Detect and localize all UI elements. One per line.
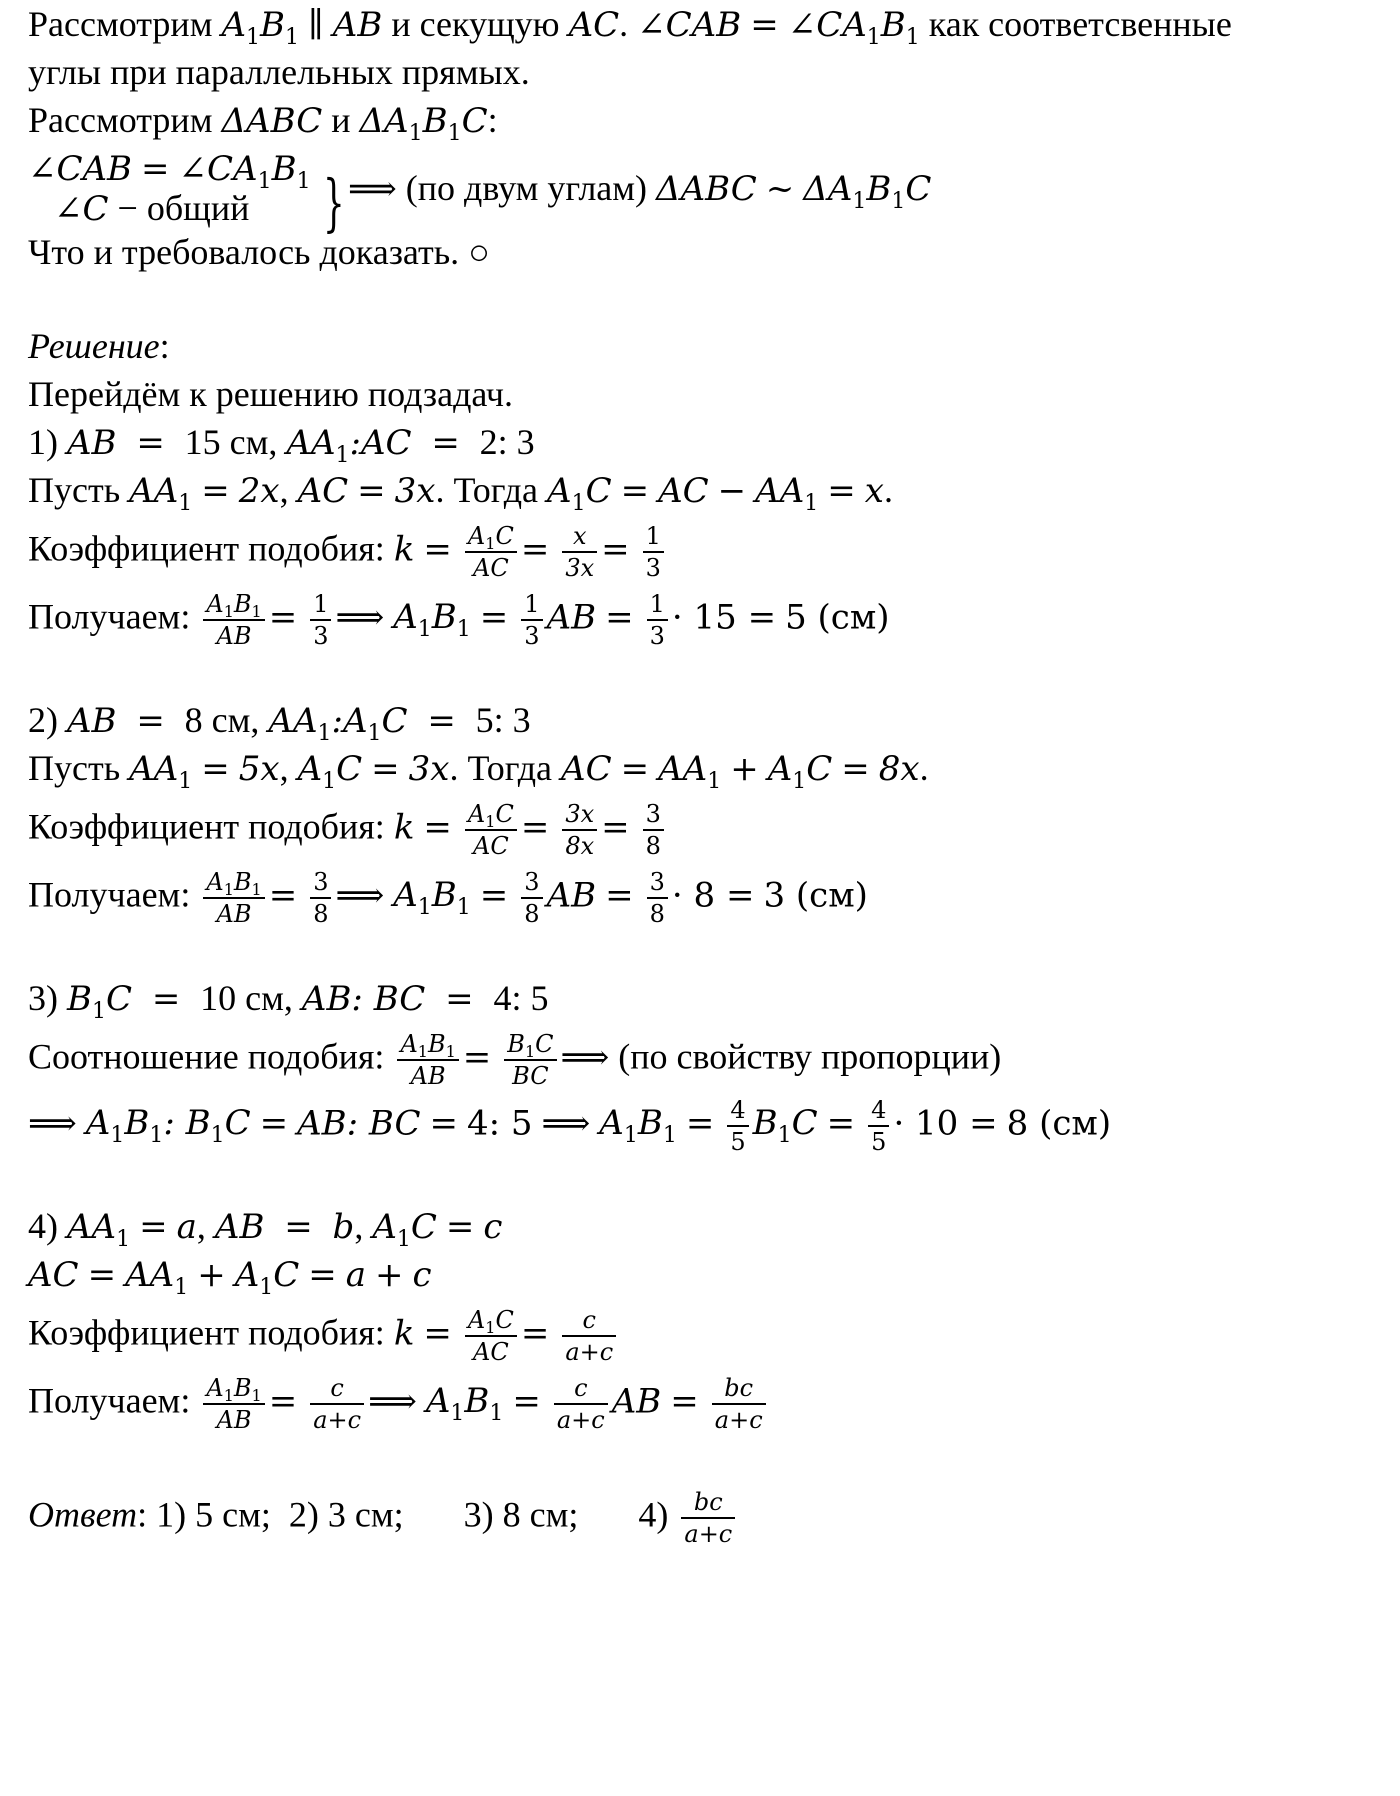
text: как соответсвенные	[919, 4, 1232, 44]
text: 3 (см)	[763, 875, 868, 916]
task-3-ratio: Соотношение подобия: $\frac{A_1B_1}{AB}$ = $\frac{B_1C}{BC}$ ⟹ (по свойству пропорции)	[28, 1030, 1002, 1090]
task-1-coef: Коэффициент подобия: k = $\frac{A_1C}{AC}$ = $\frac{x}{3x}$ = $\frac{1}{3}$	[28, 524, 668, 580]
task-1-given: 1) AB = 15 см, $AA_1:AC = 2$: 3	[28, 422, 535, 468]
text: 15 см,	[184, 422, 278, 462]
text: Получаем:	[28, 874, 200, 915]
text: 1)	[28, 422, 67, 462]
task-2-result: Получаем: $\frac{A_1B_1}{AB}$ = $\frac{3}{8}$ ⟹ $A_1B_1$ = $\frac{3}{8}$ AB = $\frac{3}{8}$ · 8 = 3 (см)	[28, 868, 868, 928]
text: (по свойству пропорции)	[618, 1036, 1002, 1077]
task-2-given: 2) AB = 8 см, $AA_1:A_1C = 5$: 3	[28, 700, 531, 746]
text: Тогда	[467, 748, 562, 788]
text: Решение	[28, 326, 160, 366]
text: Рассмотрим	[28, 100, 222, 140]
text: 10 см,	[200, 978, 293, 1018]
task-4-given: 4) $AA_1 = a$, AB = b, $A_1C = c$	[28, 1206, 503, 1252]
answer-label: Ответ	[28, 1494, 138, 1535]
answer-line: Ответ: 1) 5 см; 2) 3 см; 3) 8 см; 4) $\frac{bc}{a+c}$	[28, 1490, 739, 1546]
text: Получаем:	[28, 1380, 200, 1421]
text: Коэффициент подобия:	[28, 1312, 394, 1353]
text: Рассмотрим	[28, 4, 222, 44]
text: 3)	[28, 978, 67, 1018]
proof-end: Что и требовалось доказать. ○	[28, 232, 490, 272]
text: 2)	[28, 700, 67, 740]
text: 2: 3	[479, 422, 535, 462]
proof-line-3: Рассмотрим ΔABC и $\Delta A_1B_1C$:	[28, 100, 498, 146]
task-1-let: Пусть $AA_1 = 2x$, AC = 3x. Тогда $A_1C$ = AC − $AA_1 = x$.	[28, 470, 893, 516]
answer-3: 3) 8 см;	[463, 1494, 579, 1535]
text: Коэффициент подобия:	[28, 806, 394, 847]
proof-line-2: углы при параллельных прямых.	[28, 52, 530, 92]
text: и	[322, 100, 360, 140]
text: 8 (см)	[1006, 1103, 1112, 1144]
proof-line-5: ∠C − общий	[54, 188, 250, 229]
solution-intro: Перейдём к решению подзадач.	[28, 374, 514, 414]
text: Пусть	[28, 470, 130, 510]
text: (по двум углам)	[405, 168, 648, 208]
text: 5 (см)	[785, 597, 890, 638]
text: 4)	[28, 1206, 67, 1246]
text: Соотношение подобия:	[28, 1036, 394, 1077]
task-1-result: Получаем: $\frac{A_1B_1}{AB}$ = $\frac{1}{3}$ ⟹ $A_1B_1$ = $\frac{1}{3}$ AB = $\frac{1}{3}$ · 15 = 5 (см)	[28, 590, 890, 650]
answer-4: 4)	[638, 1494, 669, 1535]
text: и секущую	[382, 4, 569, 44]
task-3-given: 3) $B_1C = 10$ см, AB: BC = 4: 5	[28, 978, 549, 1024]
task-3-result: ⟹ $A_1B_1$: $B_1C$ = AB: BC = 4: 5 ⟹ $A_1B_1$ = $\frac{4}{5}$ $B_1C$ = $\frac{4}{5}$ · 10 = 8 (см)	[28, 1096, 1112, 1156]
task-4-ac: AC = $AA_1 + A_1C = a + c$	[28, 1255, 432, 1300]
solution-heading: Решение:	[28, 326, 170, 366]
text: Тогда	[453, 470, 548, 510]
answer-2: 2) 3 см;	[288, 1494, 404, 1535]
proof-line-4: ∠CAB = $\angle CA_1B_1$	[28, 149, 311, 194]
text: 8 см,	[184, 700, 260, 740]
text: − общий	[117, 188, 250, 228]
proof-conclusion-line: ⟹ (по двум углам) ΔABC ~ $\Delta A_1B_1C$	[348, 168, 932, 214]
text: 5: 3	[475, 700, 531, 740]
answer-1: 1) 5 см;	[156, 1494, 271, 1535]
text: 4: 5	[493, 978, 549, 1018]
text: Пусть	[28, 748, 130, 788]
task-2-let: Пусть $AA_1 = 5x$, $A_1C = 3x$. Тогда AC = $AA_1 + A_1C = 8x$.	[28, 748, 929, 794]
task-2-coef: Коэффициент подобия: k = $\frac{A_1C}{AC}$ = $\frac{3x}{8x}$ = $\frac{3}{8}$	[28, 802, 668, 858]
brace-icon: }	[323, 166, 345, 239]
text: Коэффициент подобия:	[28, 528, 394, 569]
task-4-result: Получаем: $\frac{A_1B_1}{AB}$ = $\frac{c}{a+c}$ ⟹ $A_1B_1$ = $\frac{c}{a+c}$ AB = $\frac{bc}{a+c}$	[28, 1376, 770, 1432]
text: Получаем:	[28, 596, 200, 637]
task-4-coef: Коэффициент подобия: k = $\frac{A_1C}{AC}$ = $\frac{c}{a+c}$	[28, 1308, 620, 1364]
proof-line-1: Рассмотрим $A_1B_1$ ∥ AB и секущую AC. ∠CAB = $\angle CA_1B_1$ как соответсвенные	[28, 4, 1232, 50]
